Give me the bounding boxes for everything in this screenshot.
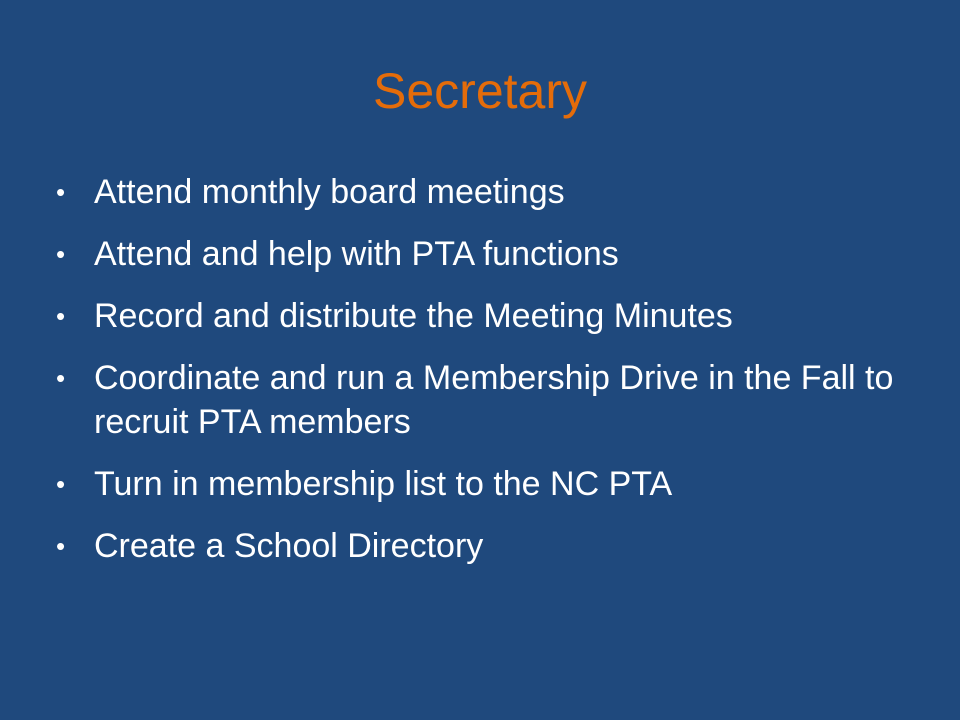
slide-title: Secretary <box>373 63 587 119</box>
bullet-dot-icon: • <box>56 239 66 269</box>
bullet-item <box>56 170 916 214</box>
bullet-text: Turn in membership list to the NC PTA <box>94 465 673 503</box>
bullet-dot-icon: • <box>56 177 66 207</box>
bullet-item <box>56 294 916 338</box>
bullet-text: Attend and help with PTA functions <box>94 235 619 273</box>
bullet-text: Create a School Directory <box>94 527 484 565</box>
bullet-text: Record and distribute the Meeting Minutes <box>94 297 733 335</box>
bullet-dot-icon: • <box>56 531 66 561</box>
bullet-item <box>56 232 916 276</box>
bullet-list <box>56 170 916 586</box>
bullet-text: Attend monthly board meetings <box>94 173 565 211</box>
bullet-dot-icon: • <box>56 469 66 499</box>
bullet-text: Coordinate and run a Membership Drive in the Fall to recruit PTA members <box>94 359 894 441</box>
bullet-item <box>56 524 916 568</box>
bullet-item <box>56 356 916 444</box>
bullet-item <box>56 462 916 506</box>
bullet-dot-icon: • <box>56 301 66 331</box>
bullet-dot-icon: • <box>56 363 66 393</box>
